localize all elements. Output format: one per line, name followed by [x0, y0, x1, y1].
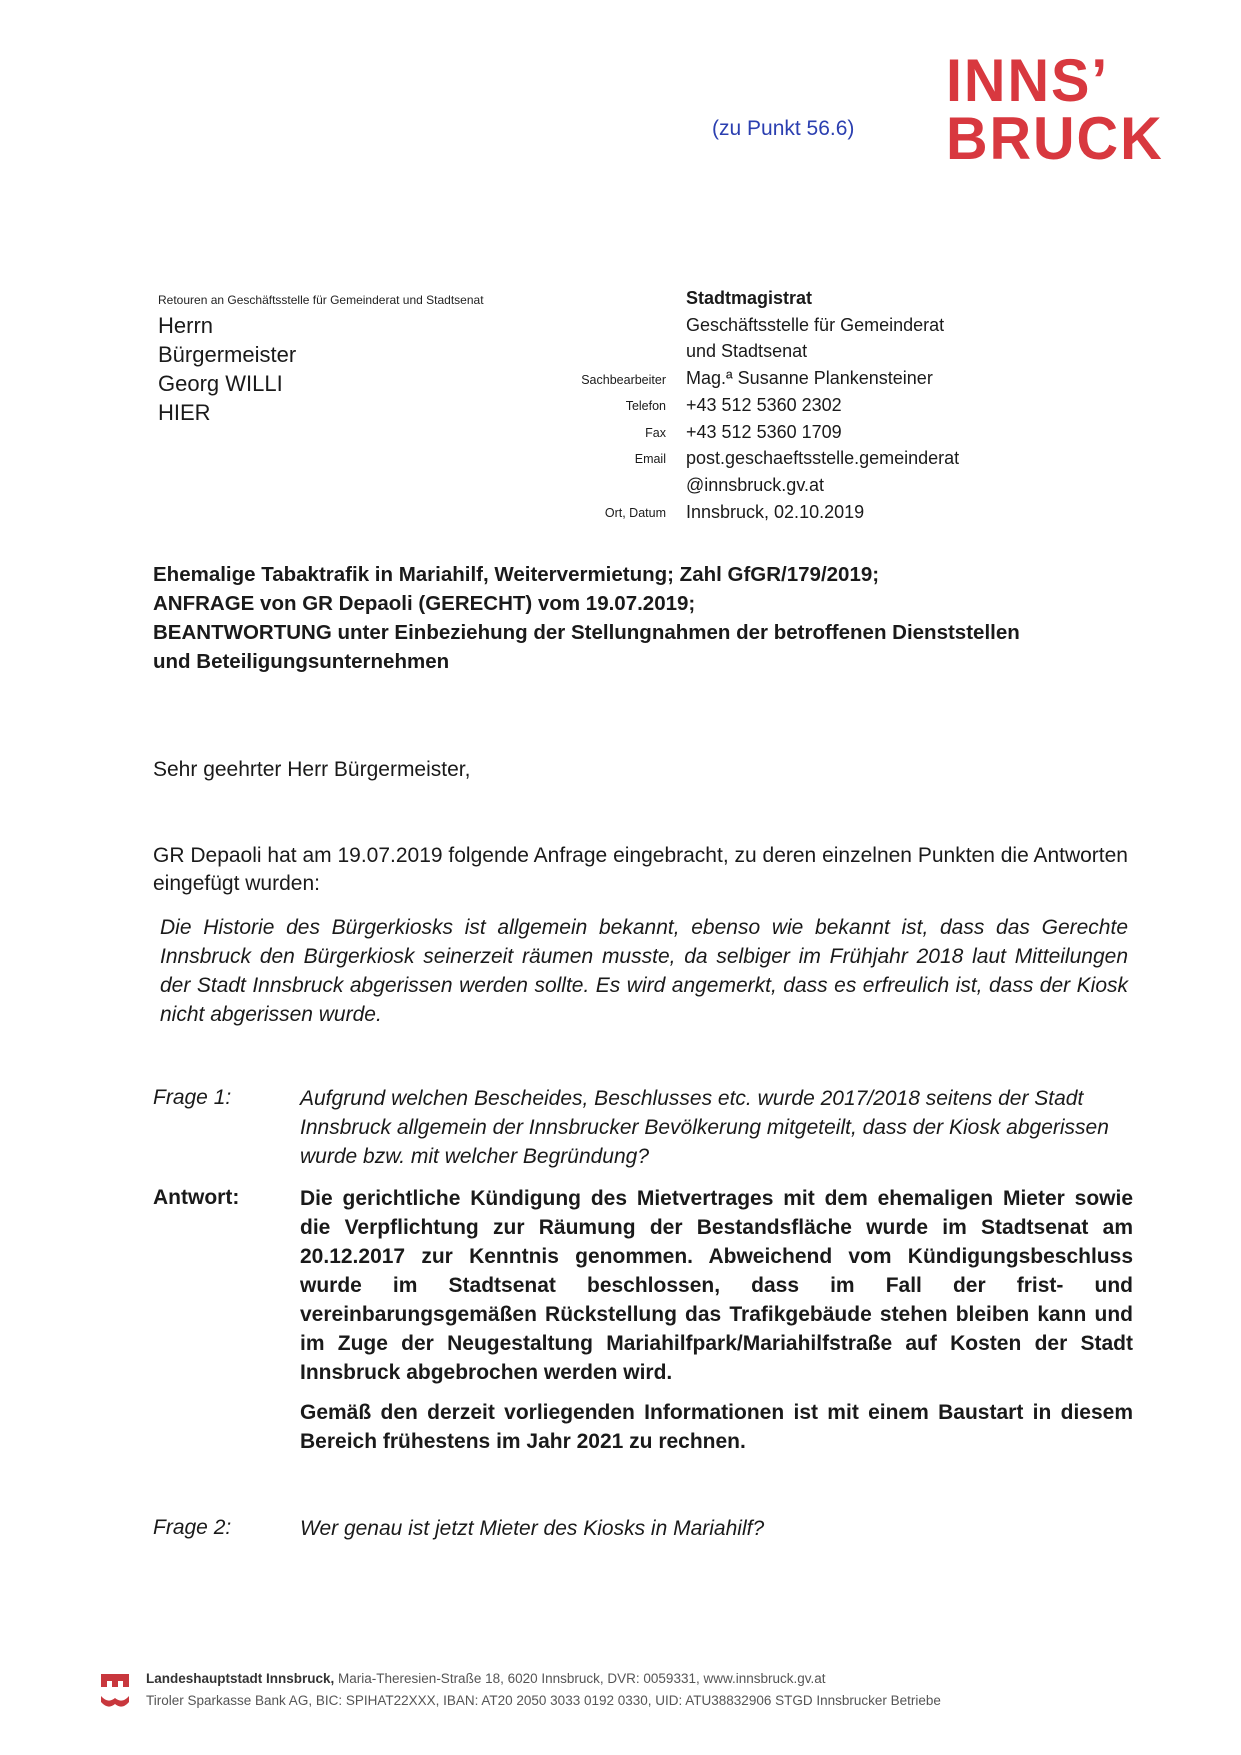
- question-1-text: Aufgrund welchen Bescheides, Beschlusses etc. wurde 2017/2018 seitens der Stadt Innsbruck allgemein der Innsbrucker Bevölkerung mitgeteilt, dass der Kiosk abgerissen wurde bzw. mit welcher Begründung?: [300, 1087, 1109, 1168]
- intro-paragraph: GR Depaoli hat am 19.07.2019 folgende Anfrage eingebracht, zu deren einzelnen Punkten die Antworten eingefügt wurden:: [153, 844, 1128, 895]
- sender-phone: +43 512 5360 2302: [686, 394, 842, 415]
- phone-label: Telefon: [625, 399, 666, 413]
- footer-line-1: [146, 1668, 941, 1690]
- question-2-label: Frage 2:: [153, 1516, 232, 1539]
- answer-1-paragraph: Die gerichtliche Kündigung des Mietvertrages mit dem ehemaligen Mieter sowie die Verpflichtung zur Räumung der Bestandsfläche wurde im Stadtsenat am 20.12.2017 zur Kenntnis genommen. Abweichend vom Kündigungsbeschluss wurde im Stadtsenat beschlossen, dass im Fall der frist- und vereinbarungsgemäßen Rückstellung das Trafikgebäude stehen bleiben kann und im Zuge der Neugestaltung Mariahilfpark/Mariahilfstraße auf Kosten der Stadt Innsbruck abgebrochen werden wird.: [300, 1187, 1133, 1384]
- addressee-block: [158, 311, 296, 427]
- sender-dept-line: Geschäftsstelle für Gemeinderat: [686, 314, 945, 335]
- sender-fax: +43 512 5360 1709: [686, 421, 842, 442]
- footer-address: Maria-Theresien-Straße 18, 6020 Innsbruck, DVR: 0059331, www.innsbruck.gv.at: [334, 1671, 826, 1686]
- footer-line-2: Tiroler Sparkasse Bank AG, BIC: SPIHAT22XXX, IBAN: AT20 2050 3033 0192 0330, UID: ATU38832906 STGD Innsbrucker Betriebe: [146, 1693, 941, 1708]
- subject-line: und Beteiligungsunternehmen: [153, 650, 450, 673]
- reference-note: (zu Punkt 56.6): [712, 117, 855, 140]
- logo-line-2: BRUCK: [946, 105, 1164, 172]
- subject-line: Ehemalige Tabaktrafik in Mariahilf, Weitervermietung; Zahl GfGR/179/2019;: [153, 563, 880, 586]
- sender-clerk: Mag.ª Susanne Plankensteiner: [686, 368, 933, 389]
- addressee-line: Herrn: [158, 313, 214, 338]
- footer-org: Landeshauptstadt Innsbruck,: [146, 1671, 335, 1686]
- subject-line: ANFRAGE von GR Depaoli (GERECHT) vom 19.07.2019;: [153, 592, 696, 615]
- answer-1-paragraph: Gemäß den derzeit vorliegenden Informationen ist mit einem Baustart in diesem Bereich frühestens im Jahr 2021 zu rechnen.: [300, 1401, 1133, 1453]
- footer-text: [146, 1668, 941, 1712]
- logo-line-1: INNS’: [946, 47, 1110, 114]
- question-1-label: Frage 1:: [153, 1086, 232, 1109]
- sender-org: Stadtmagistrat: [686, 288, 813, 308]
- quoted-statement: Die Historie des Bürgerkiosks ist allgemein bekannt, ebenso wie bekannt ist, dass das Gerechte Innsbruck den Bürgerkiosk seinerzeit räumen musste, da selbiger im Frühjahr 2018 laut Mitteilungen der Stadt Innsbruck abgerissen werden sollte. Es wird angemerkt, dass es erfreulich ist, dass der Kiosk nicht abgerissen wurde.: [160, 916, 1128, 1026]
- question-2-text: Wer genau ist jetzt Mieter des Kiosks in Mariahilf?: [300, 1517, 765, 1540]
- sender-date: Innsbruck, 02.10.2019: [686, 501, 865, 522]
- answer-1-label: Antwort:: [153, 1186, 240, 1209]
- addressee-line: Bürgermeister: [158, 342, 297, 367]
- subject-block: [153, 560, 1133, 676]
- sender-email-line: @innsbruck.gv.at: [686, 474, 824, 495]
- subject-line: BEANTWORTUNG unter Einbeziehung der Stellungnahmen der betroffenen Dienststellen: [153, 621, 1020, 644]
- fax-label: Fax: [645, 426, 666, 440]
- coat-of-arms-icon: [100, 1672, 130, 1712]
- salutation: Sehr geehrter Herr Bürgermeister,: [153, 758, 471, 781]
- date-label: Ort, Datum: [604, 506, 666, 520]
- addressee-line: HIER: [158, 400, 211, 425]
- sender-block: [686, 285, 959, 525]
- sender-dept-line: und Stadtsenat: [686, 341, 808, 362]
- sender-email-line: post.geschaeftsstelle.gemeinderat: [686, 448, 960, 469]
- email-label: Email: [634, 452, 666, 466]
- return-address-line: Retouren an Geschäftsstelle für Gemeinderat und Stadtsenat: [158, 293, 484, 307]
- clerk-label: Sachbearbeiter: [581, 373, 666, 387]
- addressee-line: Georg WILLI: [158, 371, 283, 396]
- innsbruck-logo: [946, 47, 1181, 172]
